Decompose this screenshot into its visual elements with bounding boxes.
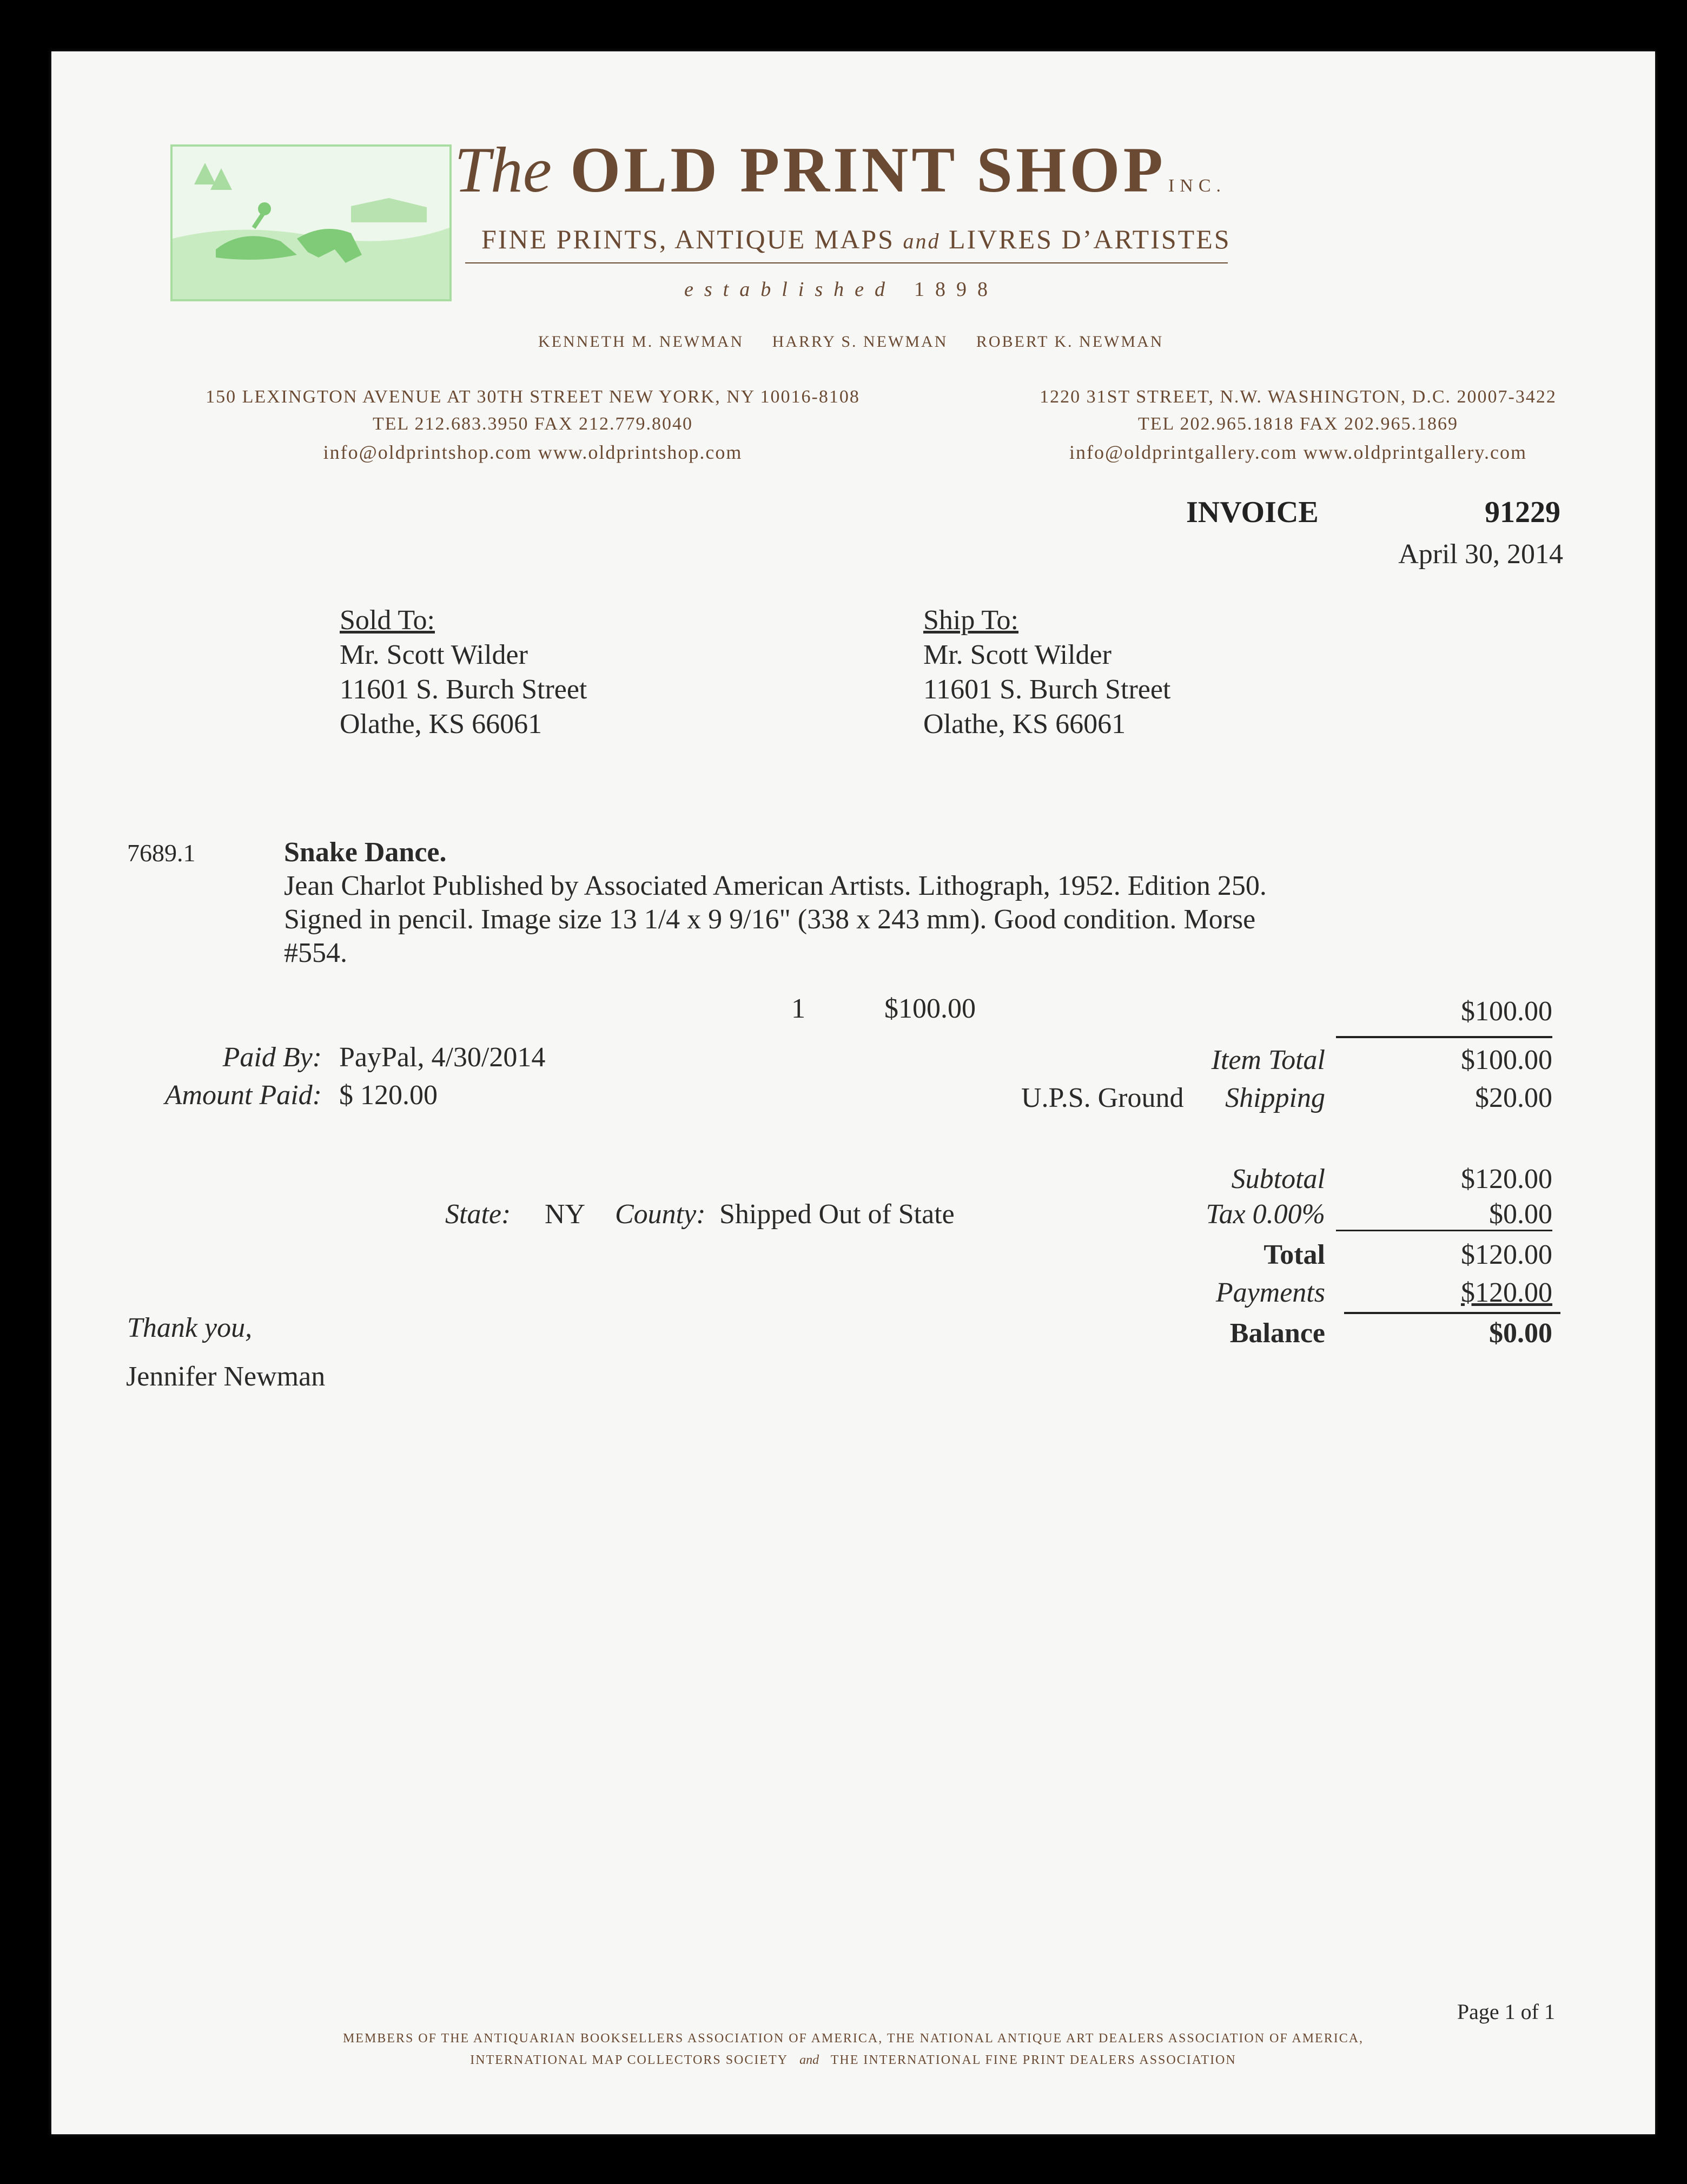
invoice-number: 91229 bbox=[1485, 496, 1560, 529]
signer-name: Jennifer Newman bbox=[126, 1361, 326, 1392]
balance-label: Balance bbox=[1229, 1318, 1325, 1349]
paid-by-value: PayPal, 4/30/2014 bbox=[339, 1042, 546, 1073]
tax-label: Tax 0.00% bbox=[1206, 1199, 1325, 1230]
ship-to-street: 11601 S. Burch Street bbox=[923, 674, 1171, 705]
invoice-date: April 30, 2014 bbox=[1398, 539, 1563, 570]
item-total-value: $100.00 bbox=[1461, 1045, 1552, 1075]
invoice-label: INVOICE bbox=[1186, 496, 1319, 529]
amount-paid-value: $ 120.00 bbox=[339, 1080, 438, 1111]
item-qty: 1 bbox=[791, 993, 805, 1024]
dc-address: 1220 31ST STREET, N.W. WASHINGTON, D.C. 20007-3422 TEL 202.965.1818 FAX 202.965.1869 info@oldprintgallery.com www.oldprintgallery.com bbox=[1040, 387, 1557, 463]
subtitle-rule bbox=[465, 262, 1228, 263]
shop-subtitle: FINE PRINTS, ANTIQUE MAPS and LIVRES D’ARTISTES bbox=[481, 224, 1231, 254]
total-label: Total bbox=[1263, 1239, 1325, 1270]
subtotal-label: Subtotal bbox=[1231, 1164, 1325, 1195]
item-total-label: Item Total bbox=[1211, 1045, 1325, 1075]
shipping-label: Shipping bbox=[1225, 1083, 1325, 1113]
total-value: $120.00 bbox=[1461, 1239, 1552, 1270]
subtotal-value: $120.00 bbox=[1461, 1164, 1552, 1195]
title-suffix: INC. bbox=[1168, 176, 1227, 196]
balance-value: $0.00 bbox=[1489, 1318, 1552, 1349]
tax-rule bbox=[1336, 1230, 1552, 1231]
item-title: Snake Dance. bbox=[284, 837, 447, 868]
payments-rule bbox=[1344, 1312, 1560, 1314]
sleigh-logo-image bbox=[170, 144, 452, 301]
paid-by-label: Paid By: bbox=[222, 1042, 322, 1073]
footer-line-2: INTERNATIONAL MAP COLLECTORS SOCIETY and THE INTERNATIONAL FINE PRINT DEALERS ASSOCIATION bbox=[470, 2053, 1236, 2067]
tax-value: $0.00 bbox=[1489, 1199, 1552, 1230]
item-description: Snake Dance. Jean Charlot Published by Associated American Artists. Lithograph, 1952. Edition 250. Signed in pencil. Image size 13 1/4 x 9 9/16" (338 x 243 mm). Good condition. Morse #554. bbox=[284, 837, 1267, 968]
sold-to-street: 11601 S. Burch Street bbox=[340, 674, 587, 705]
item-total-rule bbox=[1336, 1036, 1552, 1038]
ship-to-name: Mr. Scott Wilder bbox=[923, 639, 1112, 670]
ship-to-block bbox=[923, 603, 1170, 742]
state-value: NY bbox=[545, 1199, 586, 1230]
item-sku: 7689.1 bbox=[127, 839, 196, 867]
page-number: Page 1 of 1 bbox=[1457, 2000, 1555, 2024]
state-label: State: bbox=[445, 1199, 511, 1230]
ny-address: 150 LEXINGTON AVENUE AT 30TH STREET NEW YORK, NY 10016-8108 TEL 212.683.3950 FAX 212.779.8040 info@oldprintshop.com www.oldprintshop.com bbox=[206, 387, 860, 463]
county-label: County: bbox=[615, 1199, 706, 1230]
ship-to-city: Olathe, KS 66061 bbox=[923, 709, 1126, 740]
title-prefix: The bbox=[454, 134, 552, 206]
established-line: established 1898 bbox=[684, 278, 998, 301]
shop-title bbox=[454, 133, 1226, 207]
payments-value: $120.00 bbox=[1461, 1277, 1552, 1308]
county-value: Shipped Out of State bbox=[719, 1199, 955, 1230]
sold-to-city: Olathe, KS 66061 bbox=[340, 709, 543, 740]
amount-paid-label: Amount Paid: bbox=[164, 1080, 322, 1111]
title-main: OLD PRINT SHOP bbox=[570, 134, 1166, 206]
item-unit-price: $100.00 bbox=[884, 993, 976, 1024]
invoice-page bbox=[51, 51, 1655, 2134]
ship-to-label: Ship To: bbox=[923, 605, 1019, 636]
sold-to-name: Mr. Scott Wilder bbox=[340, 639, 528, 670]
sold-to-block bbox=[340, 603, 587, 742]
payments-label: Payments bbox=[1215, 1277, 1325, 1308]
principals: KENNETH M. NEWMAN HARRY S. NEWMAN ROBERT K. NEWMAN bbox=[538, 333, 1164, 351]
sold-to-label: Sold To: bbox=[340, 605, 435, 636]
thank-you: Thank you, bbox=[127, 1312, 253, 1343]
shipping-method: U.P.S. Ground bbox=[1021, 1083, 1184, 1113]
shipping-value: $20.00 bbox=[1475, 1083, 1552, 1113]
footer-line-1: MEMBERS OF THE ANTIQUARIAN BOOKSELLERS ASSOCIATION OF AMERICA, THE NATIONAL ANTIQUE ART DEALERS ASSOCIATION OF AMERICA, bbox=[342, 2031, 1364, 2046]
item-line-total: $100.00 bbox=[1461, 996, 1552, 1027]
